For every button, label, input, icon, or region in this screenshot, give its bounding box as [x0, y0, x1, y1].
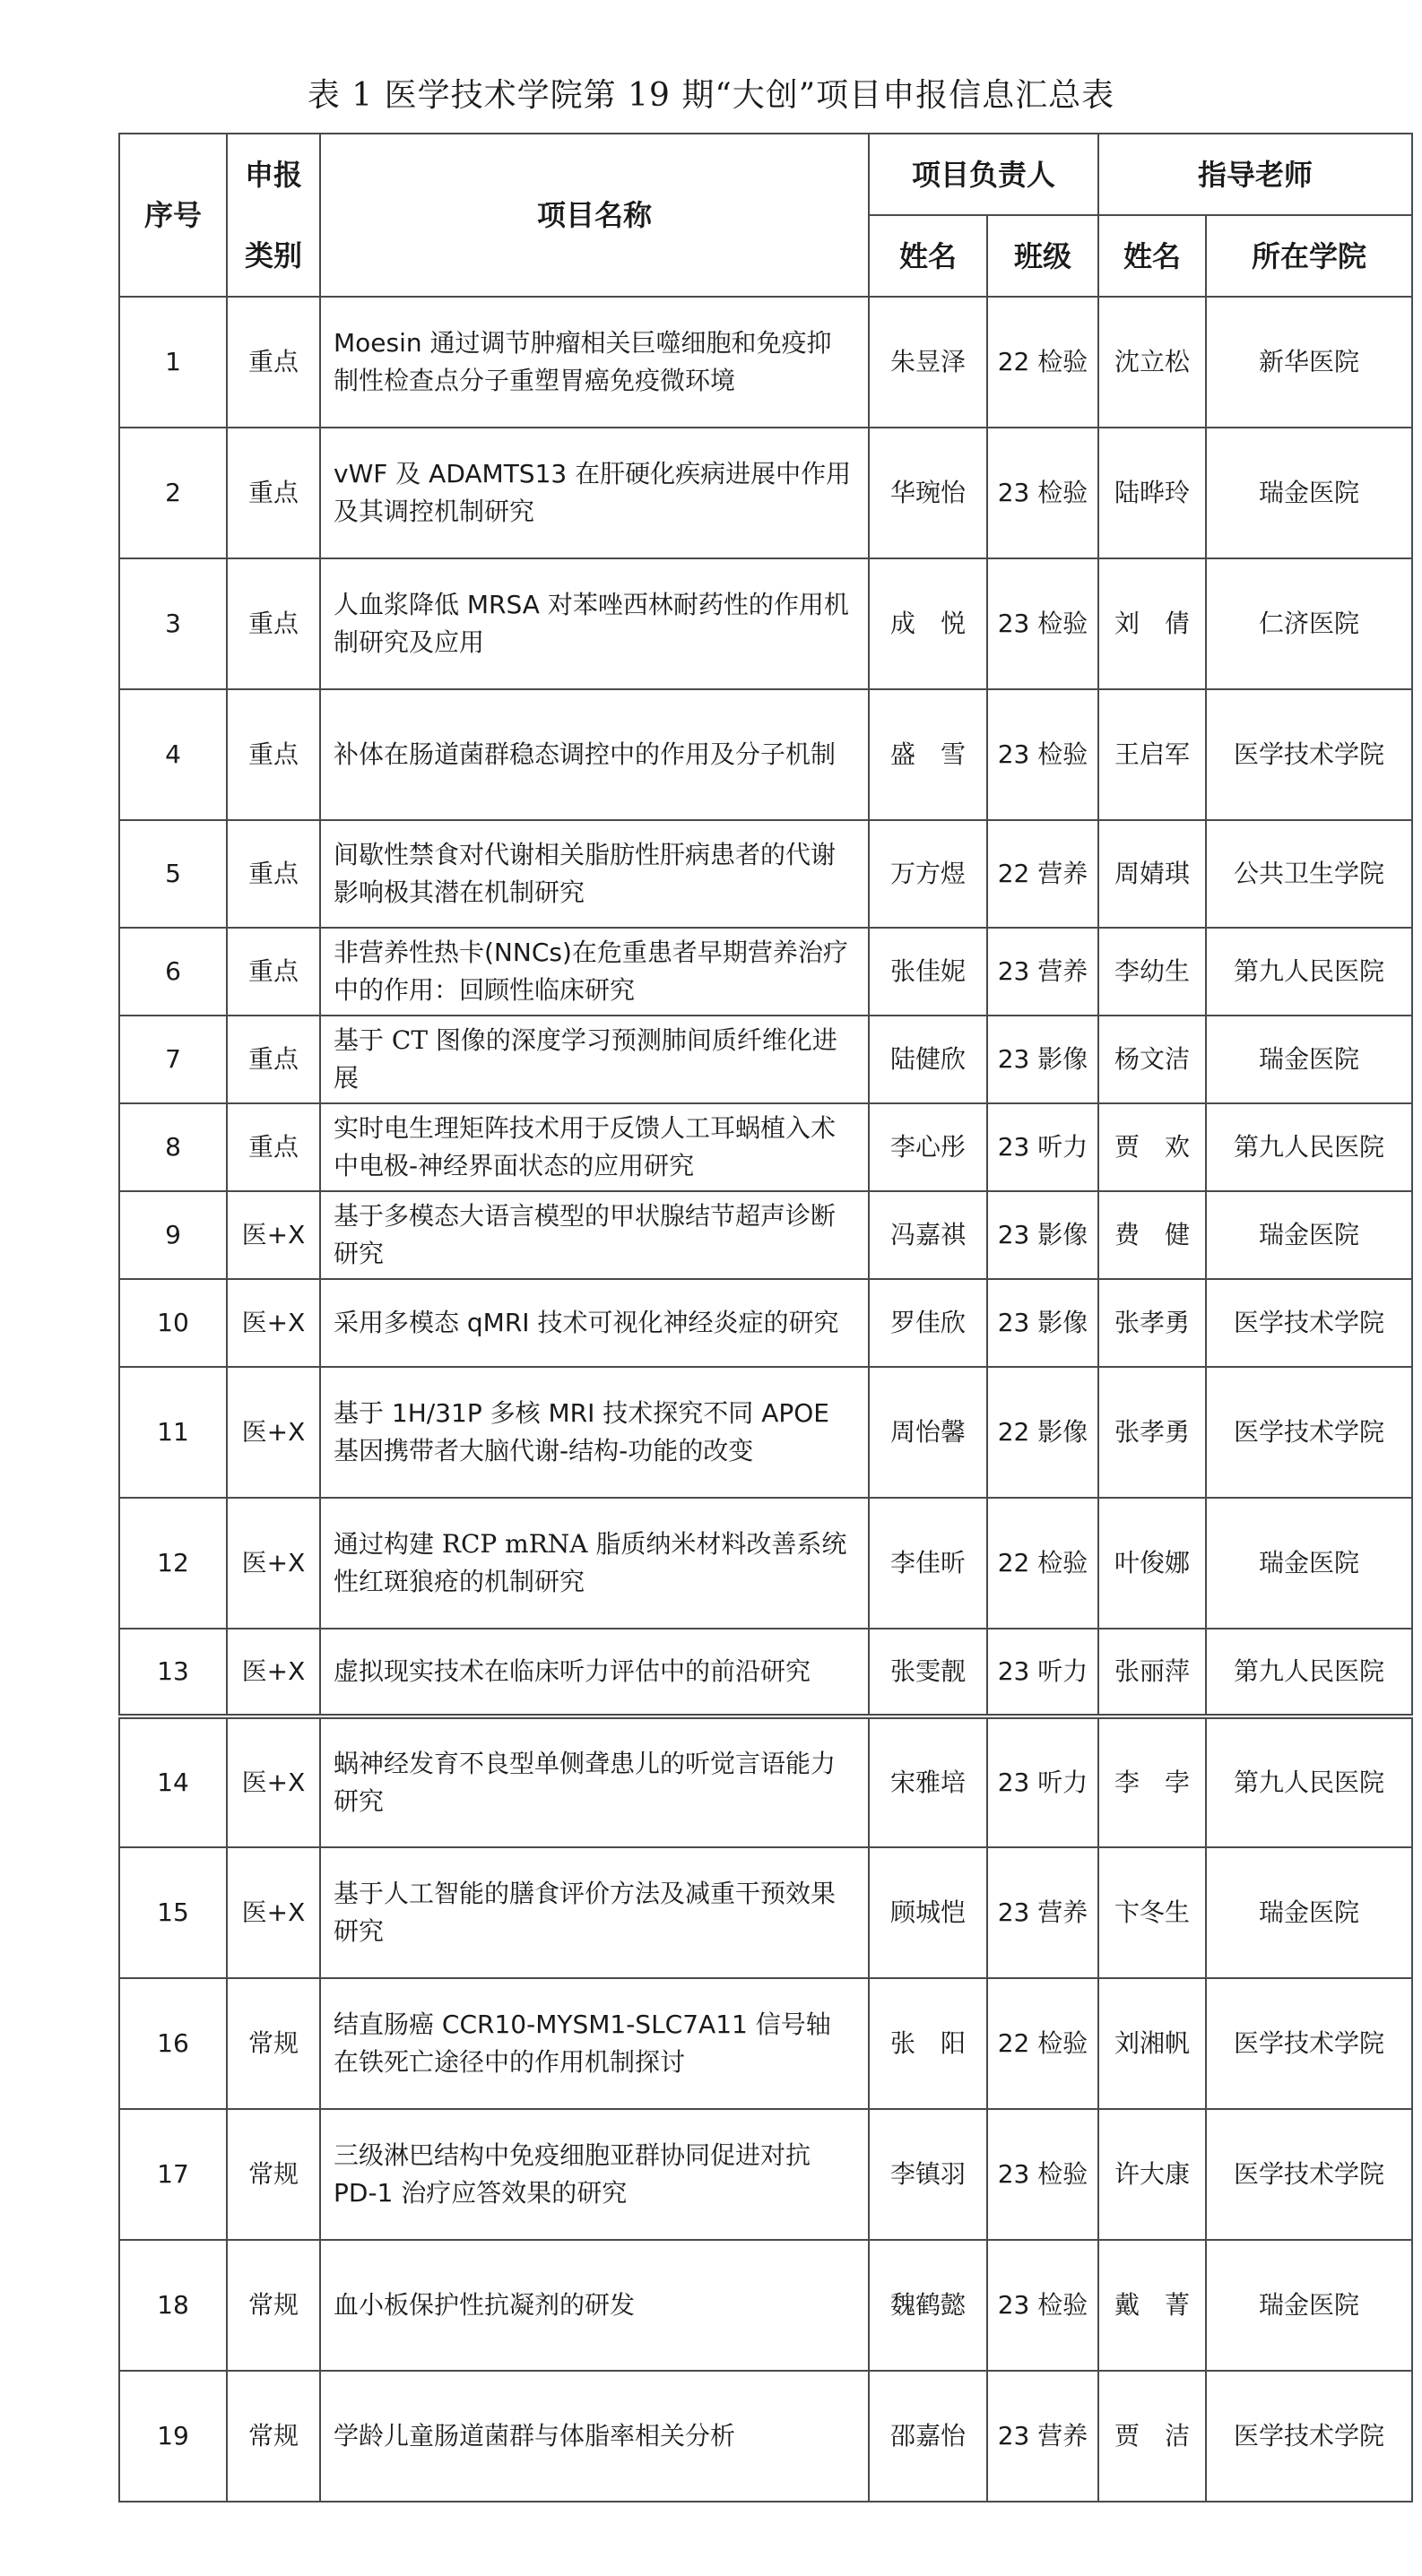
- row-project-name: 间歇性禁食对代谢相关脂肪性肝病患者的代谢影响极其潜在机制研究: [320, 820, 869, 928]
- row-project-name: 实时电生理矩阵技术用于反馈人工耳蜗植入术中电极-神经界面状态的应用研究: [320, 1103, 869, 1191]
- row-leader-name: 陆健欣: [869, 1016, 987, 1103]
- row-leader-name: 万方煜: [869, 820, 987, 928]
- row-seq: 13: [119, 1629, 227, 1716]
- row-leader-name: 周怡馨: [869, 1367, 987, 1498]
- row-category: 重点: [227, 558, 320, 689]
- row-advisor-college: 新华医院: [1206, 297, 1412, 428]
- row-project-name: 蜗神经发育不良型单侧聋患儿的听觉言语能力研究: [320, 1716, 869, 1847]
- header-category-line1: 申报: [244, 158, 302, 192]
- table-row: [119, 2109, 1412, 2240]
- header-leader-class: 班级: [987, 215, 1098, 297]
- row-category: 医+X: [227, 1191, 320, 1279]
- row-leader-class: 23 营养: [987, 928, 1098, 1016]
- table-row: [119, 820, 1412, 928]
- row-seq: 4: [119, 689, 227, 820]
- row-category: 重点: [227, 1103, 320, 1191]
- row-seq: 9: [119, 1191, 227, 1279]
- header-leader: 项目负责人: [869, 134, 1098, 215]
- row-seq: 8: [119, 1103, 227, 1191]
- row-advisor-name: 戴 菁: [1098, 2240, 1206, 2371]
- table-caption: 表 1 医学技术学院第 19 期“大创”项目申报信息汇总表: [307, 77, 1115, 114]
- row-advisor-name: 费 健: [1098, 1191, 1206, 1279]
- row-project-name: 非营养性热卡(NNCs)在危重患者早期营养治疗中的作用：回顾性临床研究: [320, 928, 869, 1016]
- row-advisor-name: 张孝勇: [1098, 1279, 1206, 1367]
- header-category: [227, 134, 320, 297]
- row-leader-class: 23 营养: [987, 2371, 1098, 2502]
- row-leader-class: 23 影像: [987, 1279, 1098, 1367]
- row-category: 常规: [227, 2371, 320, 2502]
- header-advisor: 指导老师: [1098, 134, 1412, 215]
- row-leader-name: 李佳昕: [869, 1498, 987, 1629]
- row-project-name: 结直肠癌 CCR10-MYSM1-SLC7A11 信号轴在铁死亡途径中的作用机制探讨: [320, 1978, 869, 2109]
- row-category: 重点: [227, 297, 320, 428]
- row-advisor-name: 沈立松: [1098, 297, 1206, 428]
- row-advisor-name: 贾 欢: [1098, 1103, 1206, 1191]
- table-row: [119, 297, 1412, 428]
- row-advisor-college: 第九人民医院: [1206, 1629, 1412, 1716]
- row-leader-class: 23 听力: [987, 1716, 1098, 1847]
- row-advisor-name: 许大康: [1098, 2109, 1206, 2240]
- table-row: [119, 1847, 1412, 1978]
- row-seq: 2: [119, 428, 227, 558]
- row-project-name: 三级淋巴结构中免疫细胞亚群协同促进对抗 PD-1 治疗应答效果的研究: [320, 2109, 869, 2240]
- row-project-name: 采用多模态 qMRI 技术可视化神经炎症的研究: [320, 1279, 869, 1367]
- row-leader-class: 22 检验: [987, 297, 1098, 428]
- row-seq: 10: [119, 1279, 227, 1367]
- row-seq: 5: [119, 820, 227, 928]
- row-project-name: 基于 1H/31P 多核 MRI 技术探究不同 APOE 基因携带者大脑代谢-结构-功能的改变: [320, 1367, 869, 1498]
- row-advisor-college: 仁济医院: [1206, 558, 1412, 689]
- row-project-name: 学龄儿童肠道菌群与体脂率相关分析: [320, 2371, 869, 2502]
- table-row: [119, 1016, 1412, 1103]
- row-advisor-college: 瑞金医院: [1206, 1016, 1412, 1103]
- row-leader-class: 23 影像: [987, 1016, 1098, 1103]
- row-project-name: vWF 及 ADAMTS13 在肝硬化疾病进展中作用及其调控机制研究: [320, 428, 869, 558]
- header-row-top: [119, 134, 1412, 215]
- row-seq: 14: [119, 1716, 227, 1847]
- row-category: 医+X: [227, 1367, 320, 1498]
- row-project-name: 基于多模态大语言模型的甲状腺结节超声诊断研究: [320, 1191, 869, 1279]
- row-advisor-name: 张丽萍: [1098, 1629, 1206, 1716]
- row-category: 常规: [227, 2240, 320, 2371]
- row-advisor-name: 李幼生: [1098, 928, 1206, 1016]
- table-row: [119, 1978, 1412, 2109]
- row-advisor-college: 第九人民医院: [1206, 928, 1412, 1016]
- row-category: 常规: [227, 2109, 320, 2240]
- row-advisor-college: 第九人民医院: [1206, 1716, 1412, 1847]
- header-advisor-name: 姓名: [1098, 215, 1206, 297]
- row-leader-name: 罗佳欣: [869, 1279, 987, 1367]
- table-row: [119, 1629, 1412, 1716]
- table-header: [119, 134, 1412, 297]
- row-advisor-college: 医学技术学院: [1206, 1367, 1412, 1498]
- row-leader-class: 22 影像: [987, 1367, 1098, 1498]
- table-row: [119, 928, 1412, 1016]
- project-summary-table: [118, 133, 1413, 2503]
- row-leader-class: 23 检验: [987, 2109, 1098, 2240]
- row-advisor-name: 杨文洁: [1098, 1016, 1206, 1103]
- row-leader-class: 22 检验: [987, 1978, 1098, 2109]
- row-advisor-name: 刘 倩: [1098, 558, 1206, 689]
- row-category: 重点: [227, 928, 320, 1016]
- row-advisor-college: 瑞金医院: [1206, 428, 1412, 558]
- row-category: 重点: [227, 428, 320, 558]
- row-seq: 19: [119, 2371, 227, 2502]
- row-project-name: 补体在肠道菌群稳态调控中的作用及分子机制: [320, 689, 869, 820]
- row-advisor-name: 陆晔玲: [1098, 428, 1206, 558]
- table-row: [119, 1279, 1412, 1367]
- table-row: [119, 558, 1412, 689]
- row-advisor-college: 瑞金医院: [1206, 1498, 1412, 1629]
- row-category: 重点: [227, 689, 320, 820]
- header-project-name: 项目名称: [320, 134, 869, 297]
- row-category: 医+X: [227, 1629, 320, 1716]
- row-project-name: 虚拟现实技术在临床听力评估中的前沿研究: [320, 1629, 869, 1716]
- row-leader-class: 23 营养: [987, 1847, 1098, 1978]
- row-advisor-college: 医学技术学院: [1206, 2371, 1412, 2502]
- row-seq: 18: [119, 2240, 227, 2371]
- row-leader-class: 23 检验: [987, 2240, 1098, 2371]
- row-project-name: Moesin 通过调节肿瘤相关巨噬细胞和免疫抑制性检查点分子重塑胃癌免疫微环境: [320, 297, 869, 428]
- row-seq: 16: [119, 1978, 227, 2109]
- row-category: 医+X: [227, 1498, 320, 1629]
- row-leader-class: 23 听力: [987, 1629, 1098, 1716]
- row-leader-class: 23 听力: [987, 1103, 1098, 1191]
- table-row: [119, 1191, 1412, 1279]
- row-advisor-college: 医学技术学院: [1206, 1978, 1412, 2109]
- row-advisor-college: 瑞金医院: [1206, 1847, 1412, 1978]
- table-row: [119, 1367, 1412, 1498]
- row-project-name: 通过构建 RCP mRNA 脂质纳米材料改善系统性红斑狼疮的机制研究: [320, 1498, 869, 1629]
- row-project-name: 血小板保护性抗凝剂的研发: [320, 2240, 869, 2371]
- row-project-name: 基于人工智能的膳食评价方法及减重干预效果研究: [320, 1847, 869, 1978]
- row-leader-name: 魏鹤懿: [869, 2240, 987, 2371]
- row-advisor-college: 瑞金医院: [1206, 1191, 1412, 1279]
- row-leader-class: 22 营养: [987, 820, 1098, 928]
- row-advisor-college: 第九人民医院: [1206, 1103, 1412, 1191]
- row-leader-name: 宋雅培: [869, 1716, 987, 1847]
- row-leader-name: 华琬怡: [869, 428, 987, 558]
- table-row: [119, 428, 1412, 558]
- row-seq: 6: [119, 928, 227, 1016]
- row-leader-class: 23 检验: [987, 558, 1098, 689]
- table-row: [119, 2240, 1412, 2371]
- row-seq: 11: [119, 1367, 227, 1498]
- row-seq: 17: [119, 2109, 227, 2240]
- row-advisor-college: 医学技术学院: [1206, 2109, 1412, 2240]
- table-row: [119, 1716, 1412, 1847]
- table-row: [119, 1498, 1412, 1629]
- row-leader-class: 22 检验: [987, 1498, 1098, 1629]
- row-seq: 15: [119, 1847, 227, 1978]
- row-leader-name: 顾城恺: [869, 1847, 987, 1978]
- row-advisor-name: 贾 洁: [1098, 2371, 1206, 2502]
- header-leader-name: 姓名: [869, 215, 987, 297]
- row-leader-name: 李心彤: [869, 1103, 987, 1191]
- row-category: 重点: [227, 1016, 320, 1103]
- row-leader-name: 李镇羽: [869, 2109, 987, 2240]
- row-advisor-name: 卞冬生: [1098, 1847, 1206, 1978]
- row-seq: 7: [119, 1016, 227, 1103]
- row-seq: 3: [119, 558, 227, 689]
- row-category: 医+X: [227, 1279, 320, 1367]
- row-category: 医+X: [227, 1716, 320, 1847]
- row-leader-class: 23 检验: [987, 689, 1098, 820]
- row-category: 常规: [227, 1978, 320, 2109]
- row-advisor-name: 李 孛: [1098, 1716, 1206, 1847]
- row-leader-name: 朱昱泽: [869, 297, 987, 428]
- row-advisor-name: 张孝勇: [1098, 1367, 1206, 1498]
- row-leader-name: 张 阳: [869, 1978, 987, 2109]
- row-advisor-college: 瑞金医院: [1206, 2240, 1412, 2371]
- row-leader-class: 23 影像: [987, 1191, 1098, 1279]
- table-row: [119, 689, 1412, 820]
- row-advisor-college: 公共卫生学院: [1206, 820, 1412, 928]
- row-advisor-name: 周婧琪: [1098, 820, 1206, 928]
- row-project-name: 基于 CT 图像的深度学习预测肺间质纤维化进展: [320, 1016, 869, 1103]
- row-leader-name: 冯嘉祺: [869, 1191, 987, 1279]
- row-advisor-name: 王启军: [1098, 689, 1206, 820]
- table-row: [119, 2371, 1412, 2502]
- header-category-line2: 类别: [244, 238, 302, 272]
- row-seq: 12: [119, 1498, 227, 1629]
- row-advisor-name: 叶俊娜: [1098, 1498, 1206, 1629]
- row-category: 重点: [227, 820, 320, 928]
- row-leader-class: 23 检验: [987, 428, 1098, 558]
- row-leader-name: 成 悦: [869, 558, 987, 689]
- row-seq: 1: [119, 297, 227, 428]
- header-seq: 序号: [119, 134, 227, 297]
- row-project-name: 人血浆降低 MRSA 对苯唑西林耐药性的作用机制研究及应用: [320, 558, 869, 689]
- row-leader-name: 邵嘉怡: [869, 2371, 987, 2502]
- row-advisor-name: 刘湘帆: [1098, 1978, 1206, 2109]
- table-row: [119, 1103, 1412, 1191]
- row-leader-name: 张雯靓: [869, 1629, 987, 1716]
- row-leader-name: 张佳妮: [869, 928, 987, 1016]
- row-leader-name: 盛 雪: [869, 689, 987, 820]
- header-advisor-college: 所在学院: [1206, 215, 1412, 297]
- table-body: [119, 297, 1412, 2502]
- row-advisor-college: 医学技术学院: [1206, 689, 1412, 820]
- row-category: 医+X: [227, 1847, 320, 1978]
- row-advisor-college: 医学技术学院: [1206, 1279, 1412, 1367]
